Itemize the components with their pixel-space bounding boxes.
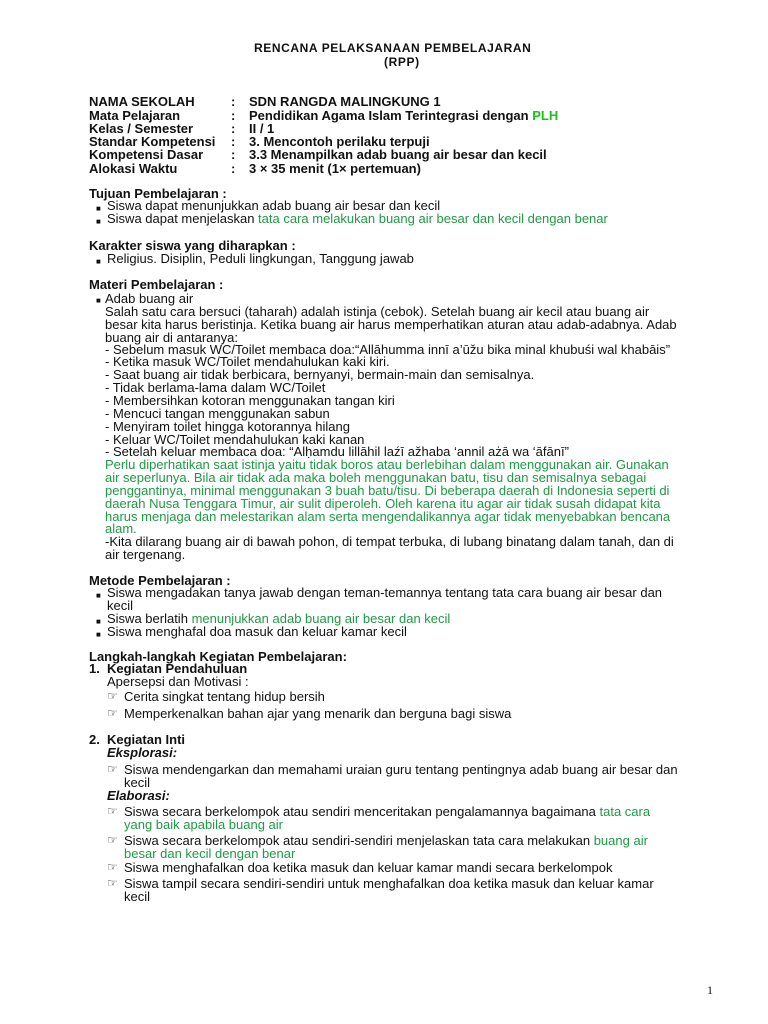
square-bullet-icon: ■ <box>96 617 101 626</box>
metode-item: Siswa menghafal doa masuk dan keluar kamar kecil <box>107 624 407 639</box>
identity-sep: : <box>231 134 236 149</box>
metode-item-text: Siswa berlatih <box>107 611 188 626</box>
square-bullet-icon: ■ <box>96 204 101 213</box>
identity-value <box>249 108 558 123</box>
eksplorasi-item-cont: kecil <box>124 775 151 790</box>
identity-sep: : <box>231 161 236 176</box>
materi-green-line: Perlu diperhatikan saat istinja yaitu tidak boros atau berlebihan dalam menggunakan air. Gunakan <box>105 457 669 472</box>
materi-green-line: penggantinya, minimal menggunakan 3 buah batu/tisu. Di beberapa daerah di Indonesia seperti di <box>105 483 670 498</box>
elaborasi-item-cont: yang baik apabila buang air <box>124 817 284 832</box>
document-title: RENCANA PELAKSANAAN PEMBELAJARAN <box>254 41 532 55</box>
materi-list-item: - Keluar WC/Toilet mendahulukan kaki kanan <box>105 432 365 447</box>
materi-green-line: harus menjaga dan melestarikan alam serta mengendalikannya agar tidak menyebabkan bencana <box>105 509 671 524</box>
pointing-hand-icon: ☞ <box>107 804 118 818</box>
step-number: 1. <box>89 661 100 676</box>
step-title: Kegiatan Inti <box>107 732 186 747</box>
langkah-heading: Langkah-langkah Kegiatan Pembelajaran: <box>89 649 347 664</box>
identity-sep: : <box>231 94 236 109</box>
square-bullet-icon: ■ <box>96 296 101 305</box>
elaborasi-item-highlight: buang air <box>593 833 648 848</box>
pointing-hand-icon: ☞ <box>107 762 118 776</box>
materi-list-item: - Saat buang air tidak berbicara, bernyanyi, bermain-main dan semisalnya. <box>105 367 535 382</box>
karakter-heading: Karakter siswa yang diharapkan : <box>89 238 296 253</box>
identity-value: SDN RANGDA MALINGKUNG 1 <box>249 94 441 109</box>
materi-end-line: air tergenang. <box>105 547 186 562</box>
materi-green-line: air seperlunya. Bila air tidak ada maka boleh menggunakan batu, tisu dan semisalnya sebagai <box>105 470 647 485</box>
identity-label: Mata Pelajaran <box>89 108 181 123</box>
identity-label: NAMA SEKOLAH <box>89 94 195 109</box>
elaborasi-heading: Elaborasi: <box>107 788 170 803</box>
page-number: 1 <box>707 983 713 997</box>
metode-item-highlight: menunjukkan adab buang air besar dan kecil <box>191 611 451 626</box>
materi-heading: Materi Pembelajaran : <box>89 277 224 292</box>
identity-sep: : <box>231 121 236 136</box>
materi-green-line: daerah Nusa Tenggara Timur, air sulit diperoleh. Oleh karena itu agar air tidak susah didapat kita <box>105 496 661 511</box>
identity-sep: : <box>231 147 236 162</box>
elaborasi-item-highlight: tata cara <box>599 804 651 819</box>
materi-green-line: alam. <box>105 521 137 536</box>
identity-value-text: Pendidikan Agama Islam Terintegrasi dengan <box>249 108 529 123</box>
elaborasi-item-text: Siswa secara berkelompok atau sendiri menceritakan pengalamannya bagaimana <box>124 804 596 819</box>
square-bullet-icon: ■ <box>96 217 101 226</box>
pointing-hand-icon: ☞ <box>107 706 118 720</box>
metode-heading: Metode Pembelajaran : <box>89 573 231 588</box>
tujuan-item: Siswa dapat menunjukkan adab buang air besar dan kecil <box>107 198 441 213</box>
pointing-hand-icon: ☞ <box>107 689 118 703</box>
step-item: Cerita singkat tentang hidup bersih <box>124 689 325 704</box>
pointing-hand-icon: ☞ <box>107 876 118 890</box>
tujuan-item <box>107 211 608 226</box>
step-subtitle: Apersepsi dan Motivasi : <box>107 674 249 689</box>
materi-list-item: - Mencuci tangan menggunakan sabun <box>105 406 330 421</box>
pointing-hand-icon: ☞ <box>107 860 118 874</box>
eksplorasi-item: Siswa mendengarkan dan memahami uraian guru tentang pentingnya adab buang air besar dan <box>124 762 678 777</box>
tujuan-heading: Tujuan Pembelajaran : <box>89 186 227 201</box>
elaborasi-item: Siswa tampil secara sendiri-sendiri untuk menghafalkan doa ketika masuk dan keluar kamar <box>124 876 654 891</box>
materi-list-item: - Sebelum masuk WC/Toilet membaca doa:“Allāhumma innī a’ūžu bika minal khubuśi wal khabāis” <box>105 342 671 357</box>
identity-value: 3. Mencontoh perilaku terpuji <box>249 134 430 149</box>
step-item: Memperkenalkan bahan ajar yang menarik dan berguna bagi siswa <box>124 706 512 721</box>
square-bullet-icon: ■ <box>96 257 101 266</box>
pointing-hand-icon: ☞ <box>107 833 118 847</box>
elaborasi-item-text: Siswa secara berkelompok atau sendiri-sendiri menjelaskan tata cara melakukan <box>124 833 591 848</box>
identity-sep: : <box>231 108 236 123</box>
step-title: Kegiatan Pendahuluan <box>107 661 248 676</box>
step-number: 2. <box>89 732 100 747</box>
elaborasi-item-cont: besar dan kecil dengan benar <box>124 846 296 861</box>
identity-label: Standar Kompetensi <box>89 134 216 149</box>
materi-end-line: -Kita dilarang buang air di bawah pohon, di tempat terbuka, di lubang binatang dalam tanah, dan di <box>105 534 674 549</box>
materi-list-item: - Setelah keluar membaca doa: “Alḥamdu lillāhil laźī ažhaba ‘annil ażā wa ‘āfānī” <box>105 444 569 459</box>
materi-para-line: buang air di antaranya: <box>105 330 238 345</box>
materi-para-line: Salah satu cara bersuci (taharah) adalah istinja (cebok). Setelah buang air kecil atau buang air <box>105 304 650 319</box>
metode-item: Siswa mengadakan tanya jawab dengan teman-temannya tentang tata cara buang air besar dan <box>107 585 663 600</box>
metode-item-cont: kecil <box>107 598 134 613</box>
karakter-item: Religius. Disiplin, Peduli lingkungan, Tanggung jawab <box>107 251 414 266</box>
identity-value: 3.3 Menampilkan adab buang air besar dan kecil <box>249 147 547 162</box>
identity-label: Alokasi Waktu <box>89 161 178 176</box>
materi-list-item: - Membersihkan kotoran menggunakan tangan kiri <box>105 393 395 408</box>
identity-value: II / 1 <box>249 121 275 136</box>
tujuan-item-text: Siswa dapat menjelaskan <box>107 211 255 226</box>
square-bullet-icon: ■ <box>96 591 101 600</box>
materi-list-item: - Tidak berlama-lama dalam WC/Toilet <box>105 380 326 395</box>
plh-highlight: PLH <box>532 108 559 123</box>
identity-label: Kelas / Semester <box>89 121 194 136</box>
eksplorasi-heading: Eksplorasi: <box>107 745 178 760</box>
materi-list-item: - Ketika masuk WC/Toilet mendahulukan kaki kiri. <box>105 354 390 369</box>
materi-bullet: Adab buang air <box>105 291 194 306</box>
document-subtitle: (RPP) <box>384 55 420 69</box>
identity-value: 3 × 35 menit (1× pertemuan) <box>249 161 421 176</box>
tujuan-item-highlight: tata cara melakukan buang air besar dan kecil dengan benar <box>258 211 608 226</box>
materi-para-line: besar kita harus beristinja. Ketika buang air harus memperhatikan aturan atau adab-adabnya. Adab <box>105 317 677 332</box>
elaborasi-item-cont: kecil <box>124 889 151 904</box>
identity-label: Kompetensi Dasar <box>89 147 204 162</box>
materi-list-item: - Menyiram toilet hingga kotorannya hilang <box>105 419 350 434</box>
square-bullet-icon: ■ <box>96 630 101 639</box>
elaborasi-item: Siswa menghafalkan doa ketika masuk dan keluar kamar mandi secara berkelompok <box>124 860 613 875</box>
